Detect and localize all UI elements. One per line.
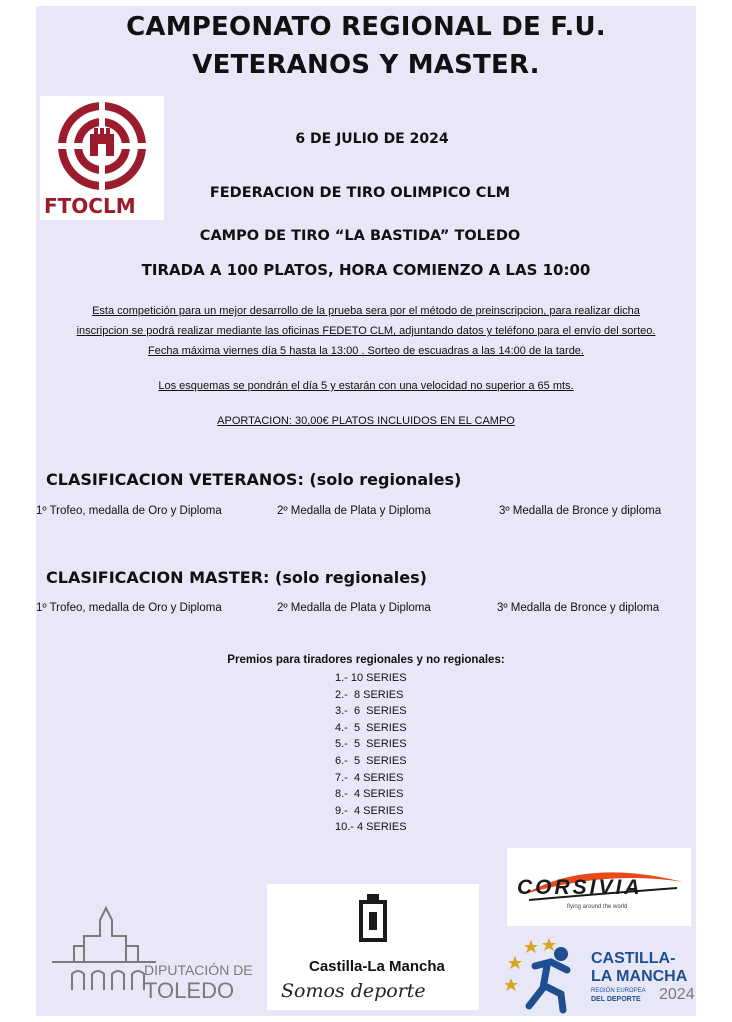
list-item: 3.- 6 SERIES bbox=[335, 705, 407, 718]
info-line-3: Fecha máxima viernes día 5 hasta la 13:00 . Sorteo de escuadras a las 14:00 de la tarde. bbox=[148, 345, 584, 357]
region-europea-logo bbox=[505, 936, 695, 1014]
master-prize-3: 3º Medalla de Bronce y diploma bbox=[497, 602, 660, 614]
list-item: 6.- 5 SERIES bbox=[335, 754, 407, 767]
ftoclm-logo-text: FTOCLM bbox=[44, 194, 136, 218]
awards-list bbox=[335, 670, 407, 836]
event-date: 6 DE JULIO DE 2024 bbox=[295, 131, 449, 147]
info-line-4: Los esquemas se pondrán el día 5 y estarán con una velocidad no superior a 65 mts. bbox=[158, 380, 574, 392]
veteranos-prize-1: 1º Trofeo, medalla de Oro y Diploma bbox=[36, 505, 222, 517]
region-year: 2024 bbox=[659, 986, 695, 1003]
list-item: 8.- 4 SERIES bbox=[335, 788, 404, 801]
awards-heading: Premios para tiradores regionales y no regionales: bbox=[227, 654, 505, 666]
master-prize-1: 1º Trofeo, medalla de Oro y Diploma bbox=[36, 602, 222, 614]
region-line-1: CASTILLA- bbox=[591, 950, 676, 967]
region-line-4: DEL DEPORTE bbox=[591, 996, 641, 1003]
veteranos-prize-3: 3º Medalla de Bronce y diploma bbox=[499, 505, 662, 517]
clm-name: Castilla-La Mancha bbox=[309, 958, 445, 975]
diputacion-toledo-logo bbox=[44, 900, 253, 1010]
fee-info: APORTACION: 30,00€ PLATOS INCLUIDOS EN EL CAMPO bbox=[217, 415, 515, 427]
title-line-2: VETERANOS Y MASTER. bbox=[192, 50, 540, 80]
venue: CAMPO DE TIRO “LA BASTIDA” TOLEDO bbox=[199, 228, 521, 244]
corsivia-tagline: flying around the world bbox=[567, 904, 628, 910]
title-line-1: CAMPEONATO REGIONAL DE F.U. bbox=[126, 12, 606, 42]
runner-stars-icon bbox=[505, 936, 585, 1014]
list-item: 1.- 10 SERIES bbox=[335, 672, 407, 684]
list-item: 10.- 4 SERIES bbox=[335, 821, 407, 834]
list-item: 7.- 4 SERIES bbox=[335, 771, 404, 784]
list-item: 9.- 4 SERIES bbox=[335, 804, 404, 817]
diputacion-line-1: DIPUTACIÓN DE bbox=[144, 962, 253, 978]
master-heading: CLASIFICACION MASTER: (solo regionales) bbox=[46, 568, 427, 587]
list-item: 4.- 5 SERIES bbox=[335, 721, 407, 734]
master-prize-2: 2º Medalla de Plata y Diploma bbox=[277, 602, 431, 614]
diputacion-line-2: TOLEDO bbox=[144, 978, 235, 1003]
info-line-2: inscripcion se podrá realizar mediante las oficinas FEDETO CLM, adjuntando datos y teléfono para el envío del sorteo. bbox=[76, 325, 656, 337]
veteranos-heading: CLASIFICACION VETERANOS: (solo regionales) bbox=[46, 470, 462, 489]
region-line-2: LA MANCHA bbox=[591, 968, 688, 985]
veteranos-prize-2: 2º Medalla de Plata y Diploma bbox=[277, 505, 431, 517]
corsivia-logo bbox=[507, 848, 691, 926]
list-item: 2.- 8 SERIES bbox=[335, 688, 404, 701]
corsivia-wordmark: CORSIVIA bbox=[517, 876, 643, 899]
ftoclm-logo bbox=[40, 96, 164, 220]
clm-coat-of-arms-icon bbox=[353, 890, 393, 950]
region-line-3: REGIÓN EUROPEA bbox=[591, 988, 646, 994]
shoot-info: TIRADA A 100 PLATOS, HORA COMIENZO A LAS 10:00 bbox=[141, 261, 591, 279]
info-line-1: Esta competición para un mejor desarrollo de la prueba sera por el método de preinscripcion, para realizar dicha bbox=[92, 305, 640, 317]
castilla-la-mancha-logo bbox=[267, 884, 479, 1010]
list-item: 5.- 5 SERIES bbox=[335, 738, 407, 751]
clm-slogan: Somos deporte bbox=[281, 980, 426, 1002]
federation-name: FEDERACION DE TIRO OLIMPICO CLM bbox=[209, 185, 511, 201]
